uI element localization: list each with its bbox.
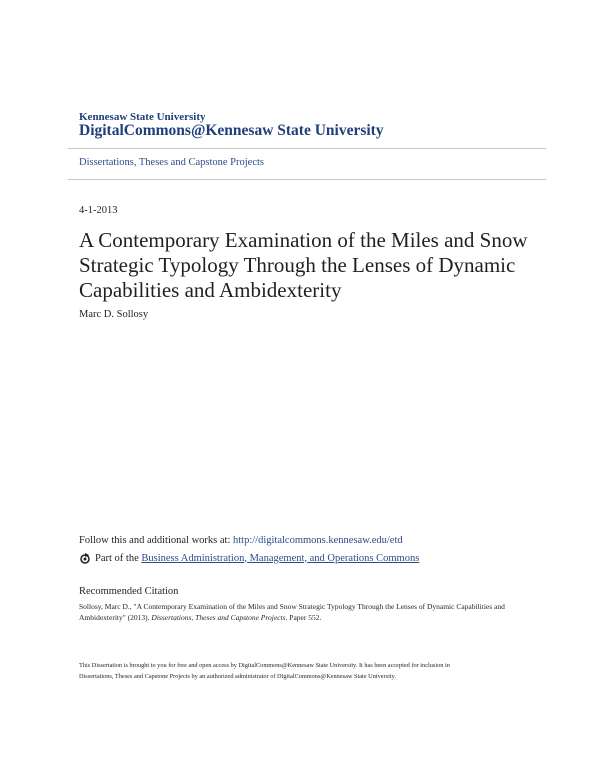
citation-text xyxy=(79,602,509,623)
collection-link[interactable]: Dissertations, Theses and Capstone Projects xyxy=(79,157,264,168)
follow-prefix: Follow this and additional works at: xyxy=(79,535,233,546)
citation-heading: Recommended Citation xyxy=(79,586,179,597)
open-access-icon xyxy=(79,552,91,564)
divider-top xyxy=(68,148,546,149)
follow-link[interactable]: http://digitalcommons.kennesaw.edu/etd xyxy=(233,535,403,546)
footer-notice xyxy=(79,660,529,682)
document-author: Marc D. Sollosy xyxy=(79,309,149,320)
citation-text-1: Sollosy, Marc D., "A Contemporary Examination of the Miles and Snow Strategic Typology Through the Lenses of Dynamic Capabilities and Ambidexterity" (2013). xyxy=(79,602,505,622)
repository-name[interactable]: DigitalCommons@Kennesaw State University xyxy=(79,122,384,139)
follow-line xyxy=(79,535,403,546)
part-of-line xyxy=(79,552,419,564)
footer-line-2: Dissertations, Theses and Capstone Projects by an authorized administrator of DigitalCommons@Kennesaw State University. xyxy=(79,673,396,680)
divider-bottom xyxy=(68,179,546,180)
footer-line-1: This Dissertation is brought to you for free and open access by DigitalCommons@Kennesaw State University. It has been accepted for inclusion in xyxy=(79,662,450,669)
commons-link[interactable]: Business Administration, Management, and Operations Commons xyxy=(141,552,420,564)
document-title: A Contemporary Examination of the Miles and Snow Strategic Typology Through the Lenses of Dynamic Capabilities and Ambidexterity xyxy=(79,228,528,302)
citation-text-2: . Paper 552. xyxy=(285,612,322,622)
citation-series: Dissertations, Theses and Capstone Projects xyxy=(151,612,286,622)
institution-name[interactable]: Kennesaw State University xyxy=(79,111,206,123)
document-date: 4-1-2013 xyxy=(79,205,118,216)
part-of-prefix: Part of the xyxy=(95,552,142,564)
